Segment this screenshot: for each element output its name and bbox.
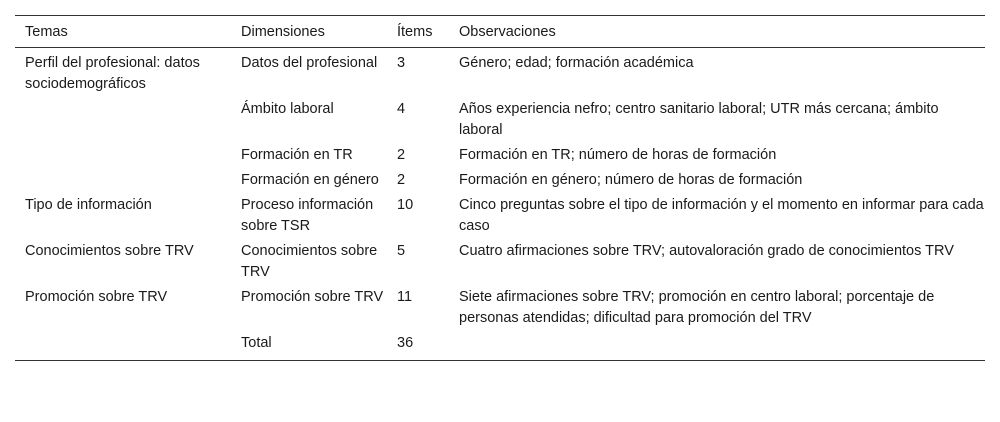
table-row	[15, 95, 985, 141]
cell-tema: Perfil del profesional: datos sociodemográficos	[25, 55, 200, 92]
cell-dimension: Datos del profesional	[241, 55, 378, 71]
header-dimensiones: Dimensiones	[241, 23, 325, 40]
cell-dimension: Ámbito laboral	[241, 101, 334, 117]
cell-dimension: Total	[241, 335, 272, 351]
cell-observaciones: Siete afirmaciones sobre TRV; promoción en centro laboral; porcentaje de personas atendidas; dificultad para promoción del TRV	[459, 289, 935, 326]
cell-tema	[15, 166, 231, 191]
table-row	[15, 237, 985, 283]
cell-tema: Conocimientos sobre TRV	[25, 243, 194, 259]
header-observaciones: Observaciones	[459, 23, 556, 40]
table-row	[15, 141, 985, 166]
cell-items: 10	[397, 197, 414, 213]
cell-items: 3	[397, 55, 406, 71]
header-row	[15, 16, 985, 48]
cell-observaciones	[449, 329, 985, 361]
header-temas: Temas	[25, 23, 68, 40]
cell-items: 5	[397, 243, 406, 259]
survey-structure-table	[15, 15, 985, 361]
cell-tema: Promoción sobre TRV	[25, 289, 168, 305]
cell-dimension: Proceso información sobre TSR	[241, 197, 374, 234]
cell-dimension: Promoción sobre TRV	[241, 289, 384, 305]
cell-tema	[15, 141, 231, 166]
table-row	[15, 48, 985, 96]
table-row	[15, 283, 985, 329]
data-table	[15, 15, 985, 361]
table-header	[15, 16, 985, 48]
cell-observaciones: Género; edad; formación académica	[459, 55, 694, 71]
header-items: Ítems	[397, 23, 433, 40]
cell-items: 2	[397, 172, 406, 188]
cell-observaciones: Formación en género; número de horas de formación	[459, 172, 803, 188]
cell-tema: Tipo de información	[25, 197, 152, 213]
cell-items: 11	[397, 289, 413, 305]
cell-dimension: Conocimientos sobre TRV	[241, 243, 378, 280]
table-body	[15, 48, 985, 361]
cell-observaciones: Cuatro afirmaciones sobre TRV; autovaloración grado de conocimientos TRV	[459, 243, 954, 259]
cell-observaciones: Formación en TR; número de horas de formación	[459, 147, 777, 163]
cell-dimension: Formación en TR	[241, 147, 353, 163]
cell-tema	[15, 95, 231, 141]
cell-observaciones: Cinco preguntas sobre el tipo de información y el momento en informar para cada caso	[459, 197, 984, 234]
cell-items: 36	[397, 335, 414, 351]
table-row	[15, 166, 985, 191]
cell-dimension: Formación en género	[241, 172, 379, 188]
cell-items: 4	[397, 101, 406, 117]
cell-observaciones: Años experiencia nefro; centro sanitario laboral; UTR más cercana; ámbito laboral	[459, 101, 939, 138]
table-row	[15, 191, 985, 237]
cell-tema	[15, 329, 231, 361]
cell-items: 2	[397, 147, 406, 163]
table-row-total	[15, 329, 985, 361]
